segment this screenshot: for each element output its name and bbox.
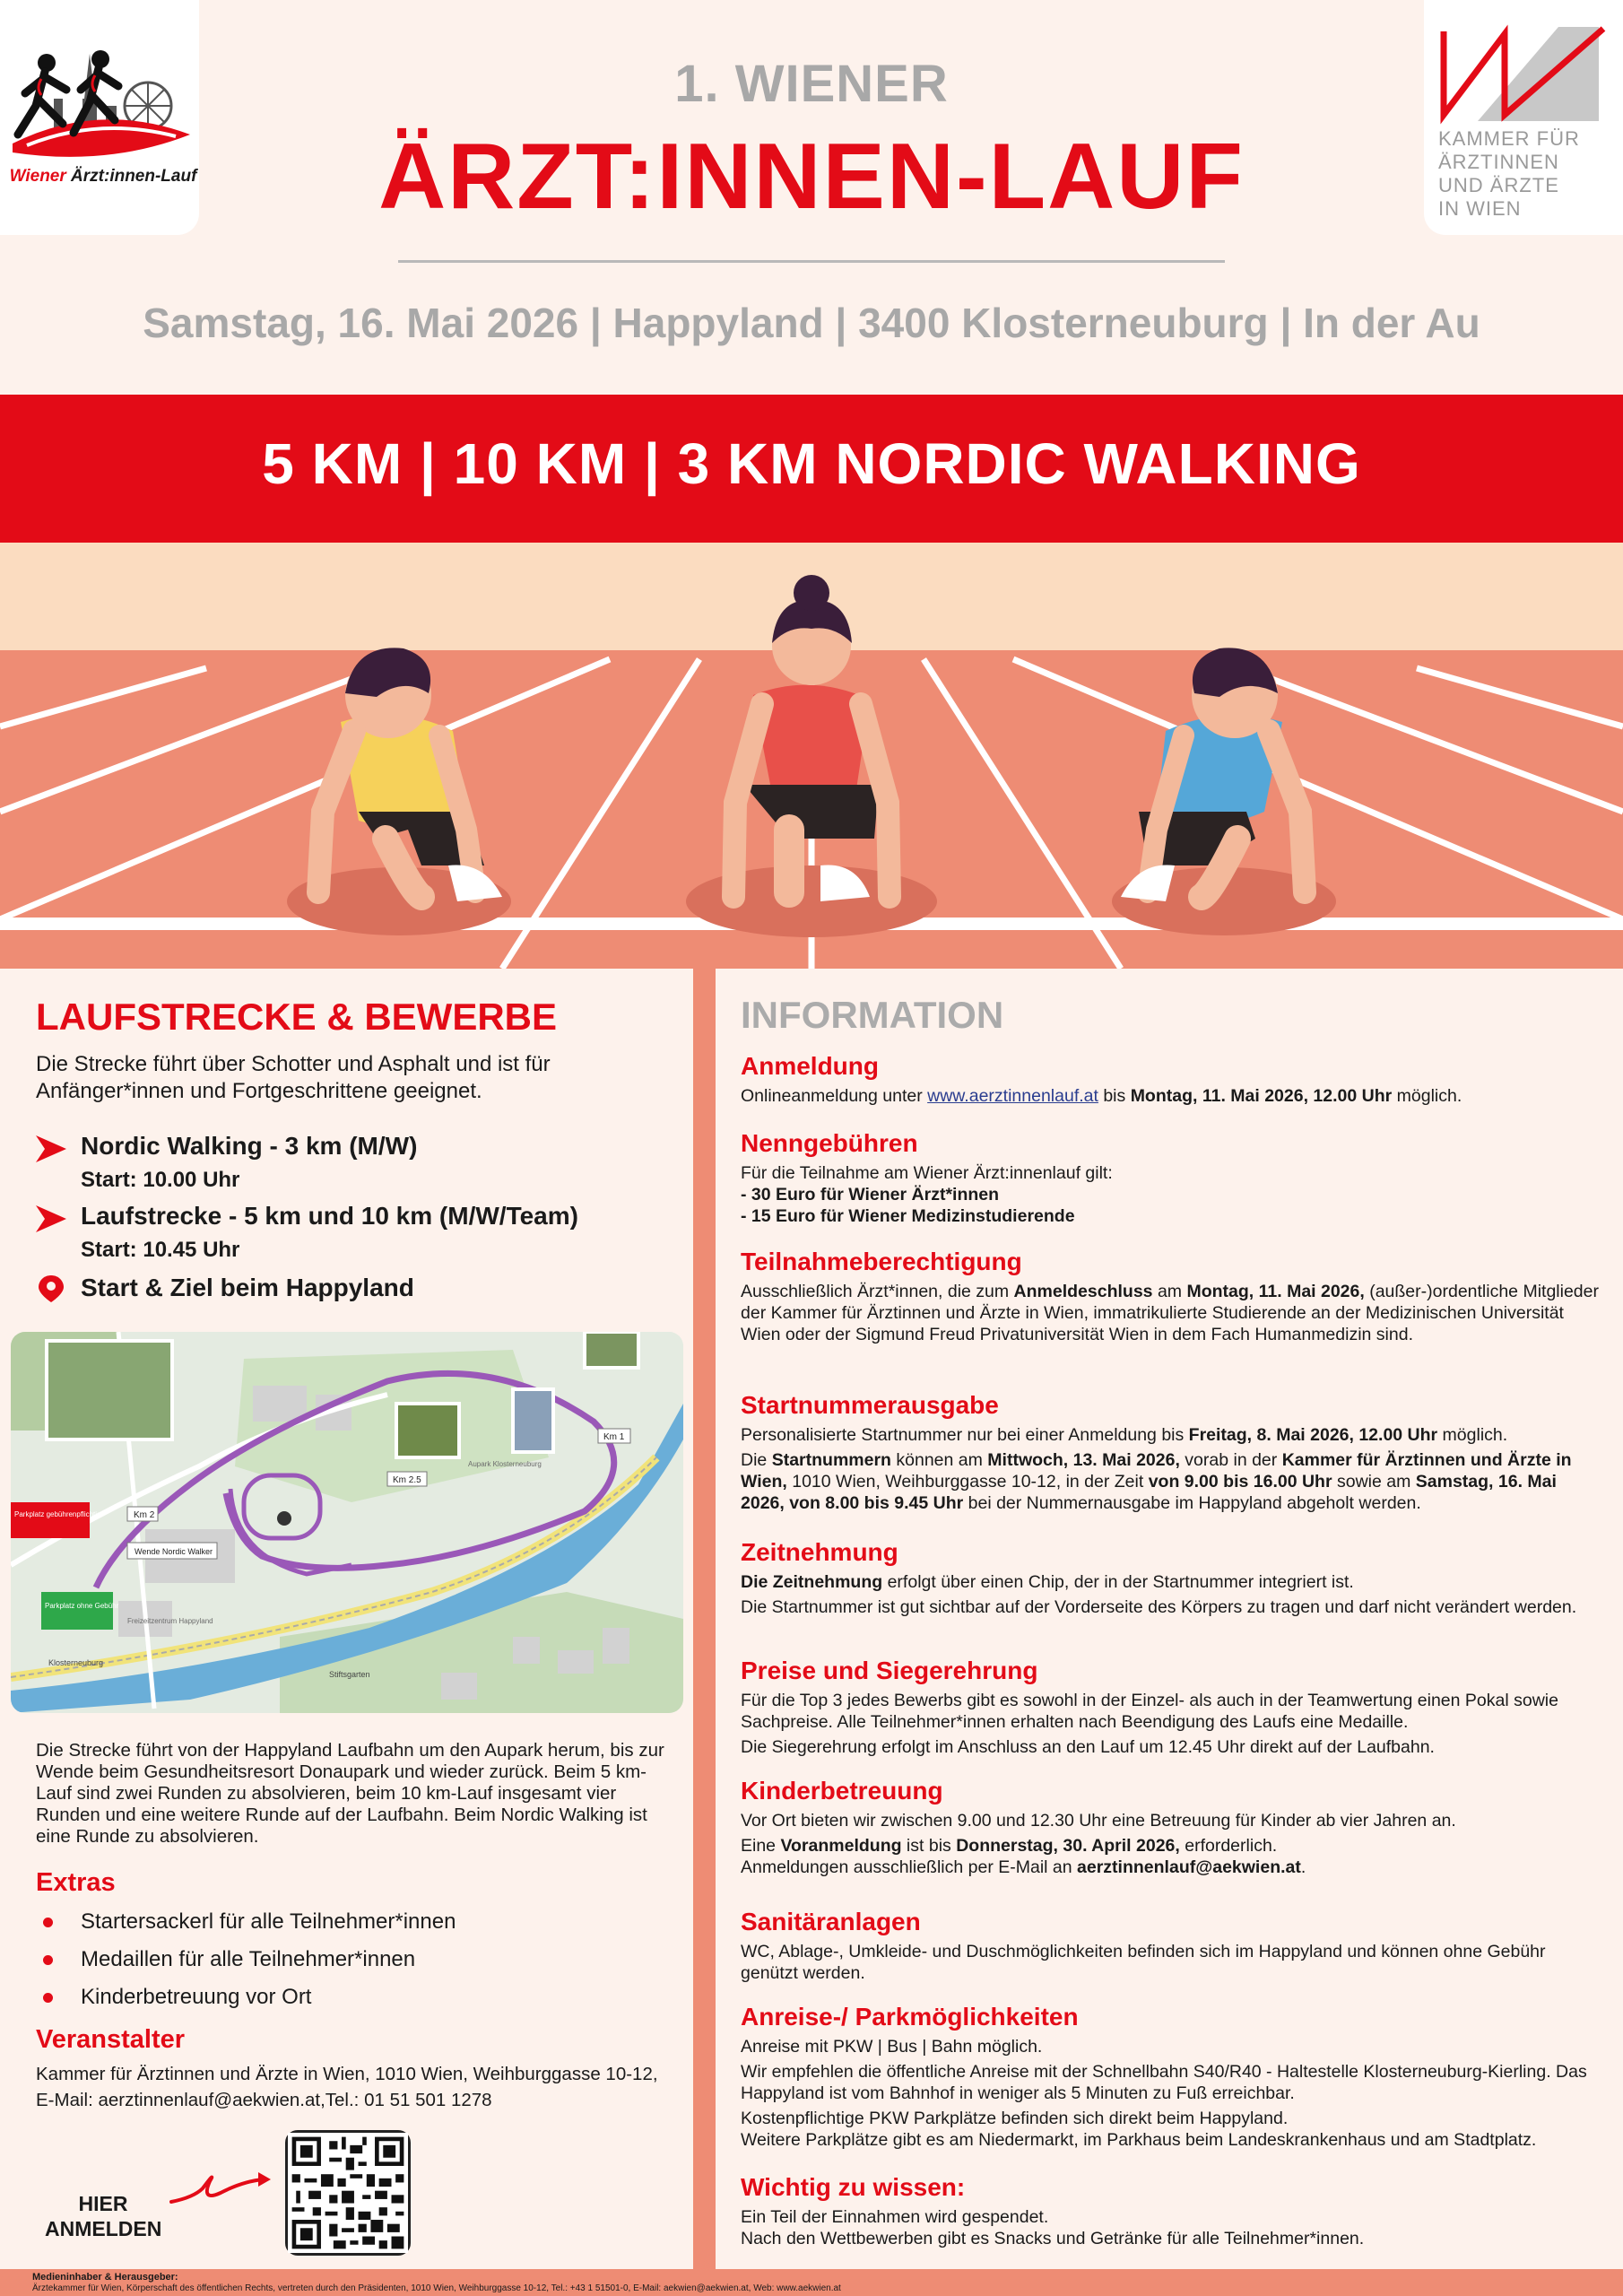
kammer-logo-text: KAMMER FÜR ÄRZTINNEN UND ÄRZTE IN WIEN	[1438, 127, 1580, 220]
info-sanitaeranlagen	[741, 1907, 1601, 1984]
chevron-right-icon	[36, 1205, 66, 1232]
map-aupark-label: Aupark Klosterneuburg	[468, 1460, 542, 1468]
imprint-footer	[0, 2269, 1623, 2296]
content-area	[0, 969, 1623, 2269]
bewerb-start: Start: 10.45 Uhr	[81, 1238, 240, 1262]
anreise-text-1: Anreise mit PKW | Bus | Bahn möglich.	[741, 2037, 1043, 2057]
info-startnummerausgabe	[741, 1390, 1601, 1514]
wichtig-text-1: Ein Teil der Einnahmen wird gespendet.	[741, 2207, 1049, 2227]
kinderbetreuung-text-3: Anmeldungen ausschließlich per E-Mail an aerztinnenlauf@aekwien.at.	[741, 1857, 1306, 1877]
info-nenngebuehren	[741, 1128, 1601, 1227]
info-kinderbetreuung	[741, 1776, 1601, 1878]
wichtig-title: Wichtig zu wissen:	[741, 2173, 966, 2201]
teilnahme-title: Teilnahmeberechtigung	[741, 1248, 1022, 1275]
location-pin-icon	[36, 1274, 66, 1304]
anmeldung-title: Anmeldung	[741, 1052, 879, 1080]
qr-code-icon	[288, 2133, 408, 2253]
map-parkplatz-paid-label: Parkplatz gebührenpflichtig	[14, 1510, 101, 1518]
map-km25-label: Km 2.5	[393, 1475, 421, 1485]
imprint-label: Medieninhaber & Herausgeber:	[32, 2272, 178, 2283]
info-wichtig	[741, 2172, 1601, 2249]
wichtig-text-2: Nach den Wettbewerben gibt es Snacks und Getränke für alle Teilnehmer*innen.	[741, 2229, 1365, 2248]
page-title: ÄRZT:INNEN-LAUF	[378, 125, 1245, 229]
bullet-icon	[43, 1955, 53, 1965]
map-wende-label: Wende Nordic Walker	[135, 1547, 213, 1556]
fee-aerzte: - 30 Euro für Wiener Ärzt*innen	[741, 1185, 1000, 1205]
distances-banner	[0, 395, 1623, 543]
veranstalter-title: Veranstalter	[36, 2025, 186, 2054]
sanitaer-text: WC, Ablage-, Umkleide- und Duschmöglichkeiten befinden sich im Happyland und können ohne Gebühr genützt werden.	[741, 1942, 1546, 1983]
header-divider	[398, 260, 1225, 263]
map-freizeit-label: Freizeitzentrum Happyland	[127, 1617, 213, 1625]
startnummer-text-1: Personalisierte Startnummer nur bei einer Anmeldung bis Freitag, 8. Mai 2026, 12.00 Uhr möglich.	[741, 1425, 1508, 1445]
nenngebuehren-intro: Für die Teilnahme am Wiener Ärzt:innenlauf gilt:	[741, 1163, 1113, 1183]
laufstrecke-intro: Die Strecke führt über Schotter und Asphalt und ist für Anfänger*innen und Fortgeschrittene geeignet.	[36, 1052, 551, 1103]
anreise-text-3: Kostenpflichtige PKW Parkplätze befinden sich direkt beim Happyland.	[741, 2109, 1289, 2128]
bewerb-start: Start: 10.00 Uhr	[81, 1168, 240, 1192]
laufstrecke-title: LAUFSTRECKE & BEWERBE	[36, 996, 558, 1038]
kinderbetreuung-text-1: Vor Ort bieten wir zwischen 9.00 und 12.30 Uhr eine Betreuung für Kinder ab vier Jahren an.	[741, 1811, 1456, 1831]
startnummer-title: Startnummerausgabe	[741, 1391, 999, 1419]
event-logo-text: Wiener Ärzt:innen-Lauf	[9, 167, 197, 186]
list-item: Medaillen für alle Teilnehmer*innen	[36, 1941, 664, 1979]
map-kloster-label: Klosterneuburg	[48, 1658, 104, 1667]
header	[0, 0, 1623, 395]
zeitnehmung-text-1: Die Zeitnehmung erfolgt über einen Chip, der in der Startnummer integriert ist.	[741, 1572, 1354, 1592]
bewerb-title: Laufstrecke - 5 km und 10 km (M/W/Team)	[81, 1202, 578, 1230]
hero-illustration	[0, 543, 1623, 969]
map-parkplatz-free-label: Parkplatz ohne Gebühr	[45, 1602, 119, 1610]
map-stiftsgarten-label: Stiftsgarten	[329, 1670, 370, 1679]
info-zeitnehmung	[741, 1537, 1601, 1618]
bewerb-title: Nordic Walking - 3 km (M/W)	[81, 1132, 418, 1160]
distances-text: 5 KM | 10 KM | 3 KM NORDIC WALKING	[262, 431, 1361, 496]
registration-qr-code[interactable]	[285, 2130, 411, 2256]
teilnahme-text: Ausschließlich Ärzt*innen, die zum Anmeldeschluss am Montag, 11. Mai 2026, (außer-)ordentliche Mitglieder der Kammer für Ärztinnen und Ärzte in Wien, immatrikulierte Studierende an der Medizinischen Universität Wien oder der Sigmund Freud Privatuniversität Wien in dem Fach Humanmedizin sind.	[741, 1282, 1599, 1344]
startnummer-text-2: Die Startnummern können am Mittwoch, 13. Mai 2026, vorab in der Kammer für Ärztinnen und Ärzte in Wien, 1010 Wien, Weihburggasse 10-12, in der Zeit von 9.00 bis 16.00 Uhr sowie am Samstag, 16. Mai 2026, von 8.00 bis 9.45 Uhr bei der Nummernausgabe im Happyland abgeholt werden.	[741, 1450, 1572, 1513]
kinderbetreuung-title: Kinderbetreuung	[741, 1777, 943, 1805]
zeitnehmung-text-2: Die Startnummer ist gut sichtbar auf der Vorderseite des Körpers zu tragen und darf nicht verändert werden.	[741, 1597, 1577, 1617]
bullet-icon	[43, 1918, 53, 1927]
anreise-text-2: Wir empfehlen die öffentliche Anreise mit der Schnellbahn S40/R40 - Haltestelle Klosterneuburg-Kierling. Das Happyland ist vom Bahnhof in weniger als 5 Minuten zu Fuß erreichbar.	[741, 2062, 1587, 2103]
bullet-icon	[43, 1993, 53, 2003]
map-km2-label: Km 2	[134, 1510, 155, 1520]
kinderbetreuung-text-2: Eine Voranmeldung ist bis Donnerstag, 30. April 2026, erforderlich.	[741, 1836, 1278, 1856]
route-map-image	[11, 1332, 683, 1713]
information-title: INFORMATION	[741, 994, 1004, 1036]
info-preise	[741, 1656, 1601, 1758]
extras-title: Extras	[36, 1868, 116, 1897]
sprinters-illustration-icon	[0, 543, 1623, 969]
info-anreise	[741, 2002, 1601, 2151]
route-map	[11, 1332, 683, 1713]
list-item: Startersackerl für alle Teilnehmer*innen	[36, 1903, 664, 1941]
anmeldung-text: Onlineanmeldung unter www.aerztinnenlauf.at bis Montag, 11. Mai 2026, 12.00 Uhr möglich.	[741, 1086, 1462, 1106]
route-description: Die Strecke führt von der Happyland Laufbahn um den Aupark herum, bis zur Wende beim Gesundheitsresort Donaupark und wieder zurück. Beim 5 km-Lauf sind zwei Runden zu absolvieren, beim 10 km-Lauf insgesamt vier Runden und eine weitere Runde auf der Laufbahn. Beim Nordic Walking ist eine Runde zu absolvieren.	[36, 1740, 664, 1847]
kinder-email[interactable]: aerztinnenlauf@aekwien.at	[1077, 1857, 1301, 1877]
anreise-title: Anreise-/ Parkmöglichkeiten	[741, 2003, 1079, 2031]
list-item: Kinderbetreuung vor Ort	[36, 1979, 664, 2016]
preise-title: Preise und Siegerehrung	[741, 1657, 1038, 1684]
information-column	[716, 969, 1623, 2269]
preise-text-1: Für die Top 3 jedes Bewerbs gibt es sowohl in der Einzel- als auch in der Teamwertung einen Pokal sowie Sachpreise. Alle Teilnehmer*innen erhalten nach Beendigung des Laufs eine Medaille.	[741, 1691, 1558, 1732]
fee-studierende: - 15 Euro für Wiener Medizinstudierende	[741, 1206, 1075, 1226]
event-date-location: Samstag, 16. Mai 2026 | Happyland | 3400 Klosterneuburg | In der Au	[143, 300, 1480, 346]
extras-list	[36, 1903, 664, 2016]
veranstalter-text: Kammer für Ärztinnen und Ärzte in Wien, 1010 Wien, Weihburggasse 10-12, E-Mail: aerztinnenlauf@aekwien.at,Tel.: 01 51 501 1278	[36, 2064, 658, 2110]
curly-arrow-icon	[167, 2161, 274, 2215]
start-ziel-text: Start & Ziel beim Happyland	[81, 1274, 414, 1301]
event-kicker: 1. WIENER	[674, 55, 949, 113]
info-anmeldung	[741, 1051, 1601, 1107]
map-km1-label: Km 1	[603, 1432, 625, 1442]
laufstrecke-column	[0, 969, 693, 2269]
registration-link[interactable]: www.aerztinnenlauf.at	[927, 1086, 1098, 1106]
sanitaer-title: Sanitäranlagen	[741, 1908, 921, 1935]
register-cta: HIER ANMELDEN	[45, 2192, 162, 2240]
info-teilnahmeberechtigung	[741, 1247, 1601, 1345]
preise-text-2: Die Siegerehrung erfolgt im Anschluss an den Lauf um 12.45 Uhr direkt auf der Laufbahn.	[741, 1737, 1435, 1757]
nenngebuehren-title: Nenngebühren	[741, 1129, 918, 1157]
chevron-right-icon	[36, 1135, 66, 1162]
anreise-text-4: Weitere Parkplätze gibt es am Niedermarkt, im Parkhaus beim Landeskrankenhaus und am Stadtplatz.	[741, 2130, 1537, 2150]
zeitnehmung-title: Zeitnehmung	[741, 1538, 898, 1566]
imprint-text: Ärztekammer für Wien, Körperschaft des öffentlichen Rechts, vertreten durch den Präsidenten, 1010 Wien, Weihburggasse 10-12, Tel.: +43 1 51501-0, E-Mail: aekwien@aekwien.at, Web: www.aekwien.at	[32, 2283, 841, 2293]
